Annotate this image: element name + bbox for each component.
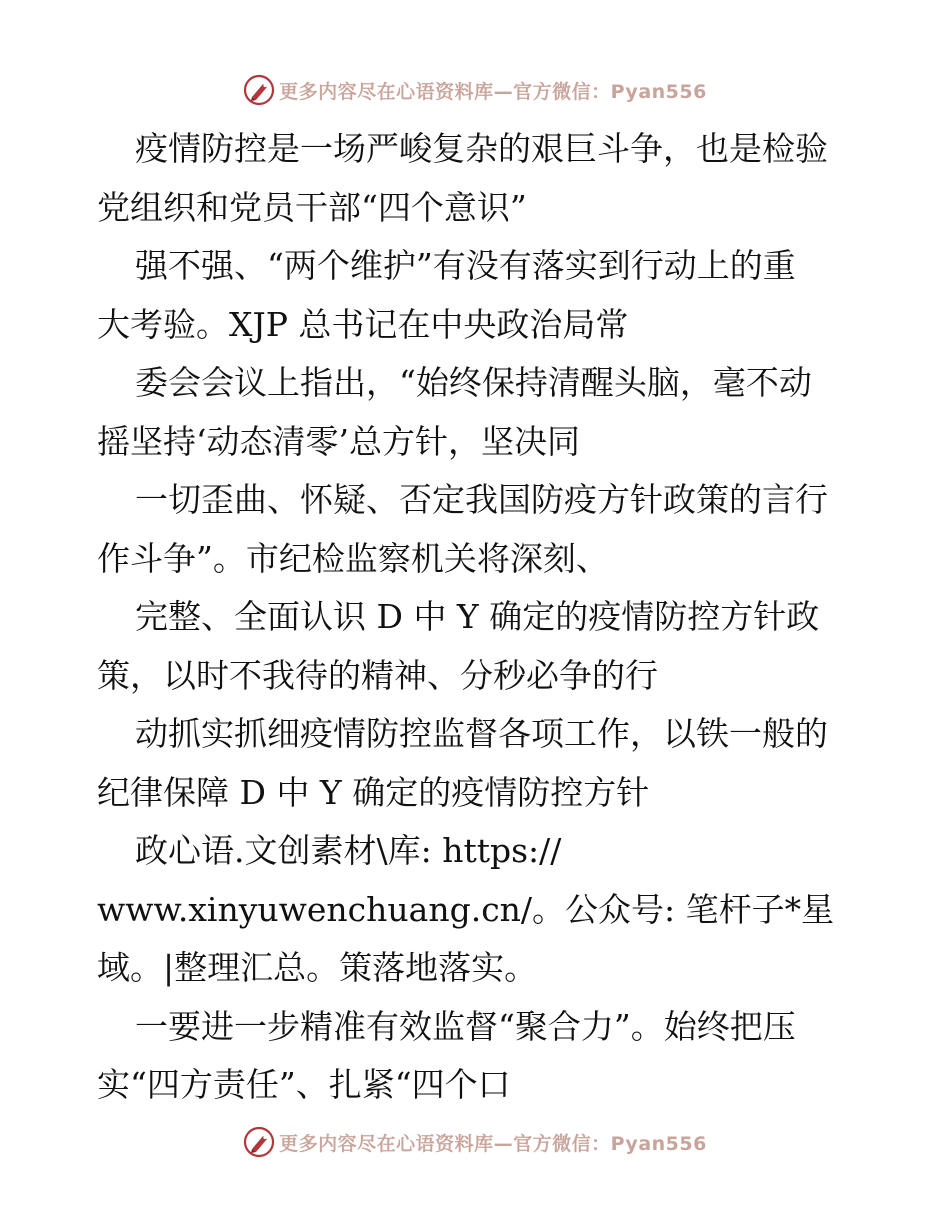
body-line: 一切歪曲、怀疑、否定我国防疫方针政策的言行: [135, 480, 828, 519]
body-line: 策，以时不我待的精神、分秒必争的行: [97, 655, 658, 695]
body-line: 疫情防控是一场严峻复杂的艰巨斗争，也是检验: [135, 129, 828, 168]
body-line: 政心语.文创素材\库: https://: [135, 831, 562, 870]
document-body: [97, 120, 857, 1115]
body-line: 完整、全面认识 D 中 Y 确定的疫情防控方针政: [135, 597, 820, 636]
pen-logo-icon: [243, 74, 275, 106]
body-line: 域。|整理汇总。策落地落实。: [97, 948, 538, 987]
body-line: 纪律保障 D 中 Y 确定的疫情防控方针: [97, 772, 650, 812]
footer-text: 更多内容尽在心语资料库—官方微信：Pyan556: [279, 1132, 707, 1155]
body-line: 党组织和党员干部“四个意识”: [97, 187, 527, 227]
footer-banner: [0, 1122, 950, 1162]
body-line: 实“四方责任”、扎紧“四个口: [97, 1065, 511, 1104]
header-banner: [0, 70, 950, 110]
body-line: 作斗争”。市纪检监察机关将深刻、: [97, 538, 609, 578]
body-line: www.xinyuwenchuang.cn/。公众号: 笔杆子*星: [97, 889, 835, 929]
pen-logo-icon: [243, 1126, 275, 1158]
header-text: 更多内容尽在心语资料库—官方微信：Pyan556: [279, 80, 707, 103]
body-line: 强不强、“两个维护”有没有落实到行动上的重: [135, 246, 796, 285]
body-line: 一要进一步精准有效监督“聚合力”。始终把压: [135, 1006, 796, 1046]
body-line: 摇坚持‘动态清零’总方针，坚决同: [97, 421, 580, 461]
body-line: 动抓实抓细疫情防控监督各项工作，以铁一般的: [135, 714, 828, 753]
body-line: 委会会议上指出，“始终保持清醒头脑，毫不动: [135, 363, 812, 402]
body-line: 大考验。XJP 总书记在中央政治局常: [97, 304, 629, 344]
